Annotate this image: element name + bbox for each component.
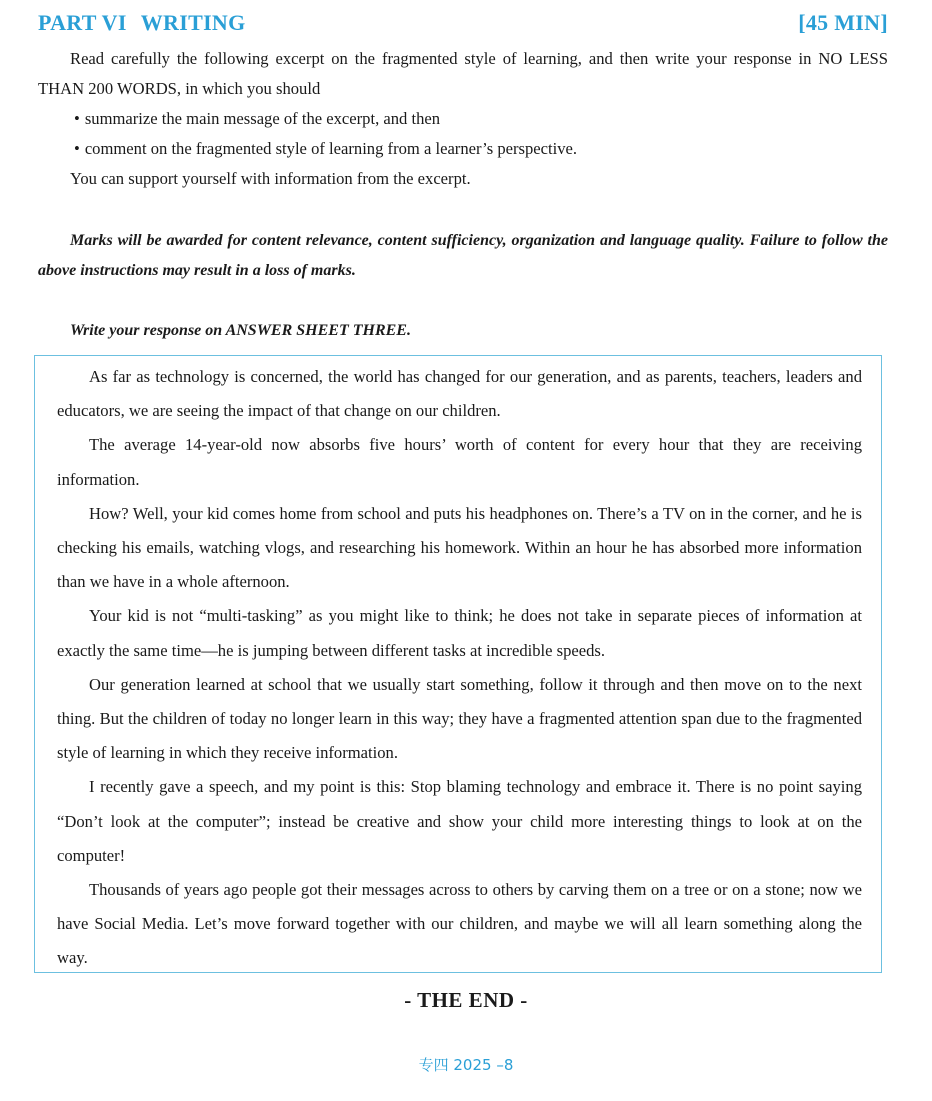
excerpt-paragraph: Your kid is not “multi-tasking” as you might like to think; he does not take in separate pieces of information at exactly the same time—he is jumping between different tasks at incredible speeds.: [57, 606, 862, 660]
answer-sheet-note: Write your response on ANSWER SHEET THREE.: [70, 322, 411, 339]
task-bullet-list: [38, 104, 888, 164]
excerpt-paragraph: Thousands of years ago people got their messages across to others by carving them on a tree or on a stone; now we have Social Media. Let’s move forward together with our children, and maybe we will all learn something along the way.: [57, 880, 862, 968]
part-number: PART VI: [38, 10, 127, 35]
instructions-support: You can support yourself with information from the excerpt.: [70, 169, 471, 188]
marks-note: Marks will be awarded for content relevance, content sufficiency, organization and language quality. Failure to follow the above instructions may result in a loss of marks.: [38, 232, 888, 279]
task-instructions: [38, 44, 888, 194]
section-header: [38, 10, 888, 40]
instructions-intro: Read carefully the following excerpt on the fragmented style of learning, and then write your response in NO LESS THAN 200 WORDS, in which you should: [38, 49, 888, 98]
excerpt-box: [34, 355, 882, 973]
section-title: [38, 10, 246, 36]
task-bullet-item: • summarize the main message of the excerpt, and then: [74, 104, 888, 134]
excerpt-paragraph: Our generation learned at school that we usually start something, follow it through and then move on to the next thing. But the children of today no longer learn in this way; they have a fragmented attention span due to the fragmented style of learning in which they receive information.: [57, 674, 862, 763]
page-number-footer: 专四 2025 –8: [418, 1056, 514, 1074]
excerpt-paragraph: I recently gave a speech, and my point is this: Stop blaming technology and embrace it. There is no point saying “Don’t look at the computer”; instead be creative and show your child more interesting things to look at on the computer!: [57, 777, 862, 865]
the-end-marker: - THE END -: [404, 988, 528, 1012]
excerpt-paragraph: How? Well, your kid comes home from school and puts his headphones on. There’s a TV on in the corner, and he is checking his emails, watching vlogs, and researching his homework. Within an hour he has absorbed more information than we have in a whole afternoon.: [57, 503, 862, 592]
section-name: WRITING: [140, 10, 246, 35]
task-bullet-item: • comment on the fragmented style of learning from a learner’s perspective.: [74, 134, 888, 164]
excerpt-paragraph: The average 14-year-old now absorbs five hours’ worth of content for every hour that they are receiving information.: [57, 435, 862, 489]
time-limit: [45 MIN]: [798, 10, 888, 35]
excerpt-paragraph: As far as technology is concerned, the world has changed for our generation, and as parents, teachers, leaders and educators, we are seeing the impact of that change on our children.: [57, 367, 862, 421]
